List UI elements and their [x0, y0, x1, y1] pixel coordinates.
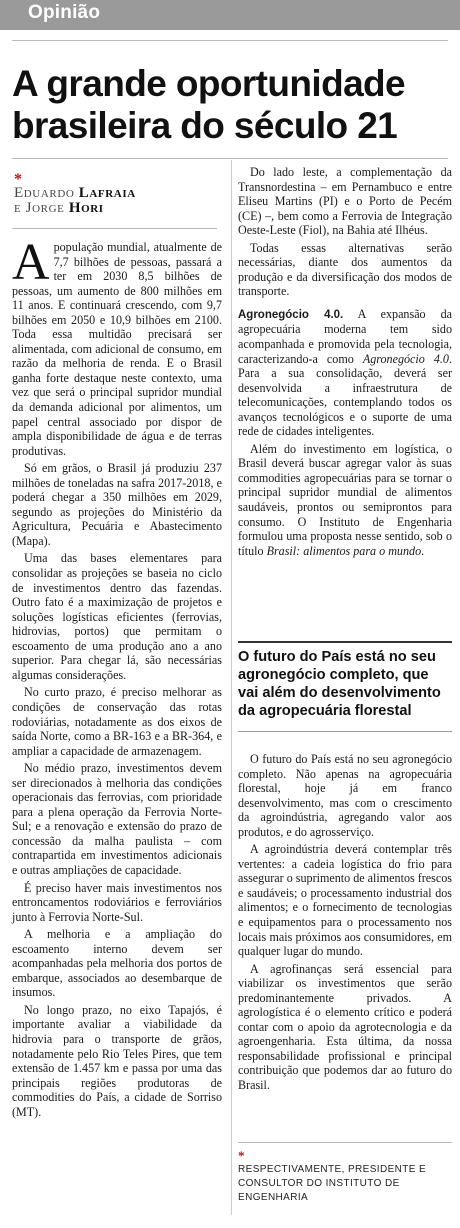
paragraph-text: população mundial, atualmente de 7,7 bilhões de pessoas, passará a ter em 2030 8,5 bilhões de pessoas, um aumento de 800 milhões em 11 anos. E continuará crescendo, com 9,7 bilhões em 2050 e 10,9 bilhões em 2100. Toda essa multidão precisará ser alimentada, com adicional de consumo, em razão da melhoria de renda. E o Brasil ganha forte destaque neste contexto, uma vez que será o principal supridor mundial da demanda adicional por alimentos, um papel central associado por dispor de ampla disponibilidade de água e de terras produtivas.: [12, 240, 222, 458]
italic-text: Agronegócio 4.0: [362, 351, 449, 366]
right-column-top: [238, 165, 452, 561]
paragraph-text: Além do investimento em logística, o Brasil deverá buscar agregar valor às suas commodities agropecuárias para se tornar o principal supridor mundial de alimentos saudáveis, prontos ou semiprontos para consumo. O Instituto de Engenharia formulou uma proposta nesse sentido, sob o título: [238, 441, 452, 558]
inline-subhead: Agronegócio 4.0.: [238, 308, 344, 321]
paragraph: É preciso haver mais investimentos nos entroncamentos rodoviários e ferroviários junto à Ferrovia Norte-Sul.: [12, 880, 222, 924]
paragraph: No médio prazo, investimentos devem ser direcionados à melhoria das condições operacionais das ferrovias, com prioridade para a plena operação da Ferrovia Norte-Sul; e a renovação e extensão do prazo de concessão da malha paulista – com contrapartida em investimentos adicionais e outras ampliações de capacidade.: [12, 761, 222, 877]
author-1-first: Eduardo: [14, 185, 75, 201]
italic-text: Brasil: alimentos para o mundo: [266, 543, 422, 558]
paragraph-text: .: [421, 543, 425, 558]
paragraph: Só em grãos, o Brasil já produziu 237 milhões de toneladas na safra 2017-2018, e poderá chegar a 350 milhões em 2029, segundo as projeções do Ministério da Agricultura, Pecuária e Abastecimento (Mapa).: [12, 461, 222, 548]
paragraph: A agrofinanças será essencial para viabilizar os investimentos que serão predominantemente privados. A agrologística é o elemento crítico e poderá contar com o apoio da agrotecnologia e da agroengenharia. Esta última, da nossa responsabilidade profissional e principal contribuição que podemos dar ao futuro do Brasil.: [238, 961, 452, 1093]
author-2-first: e Jorge: [14, 200, 65, 216]
author-2-last: Hori: [68, 200, 104, 216]
footnote-marker: *: [238, 1148, 245, 1163]
headline: A grande oportunidade brasileira do século 21: [12, 63, 406, 146]
left-column: [12, 234, 222, 1122]
paragraph: Do lado leste, a complementação da Transnordestina – em Pernambuco e entre Eliseu Martins (PI) e o Porto de Pecém (CE) –, bem como a Ferrovia de Integração Oeste-Leste (Fiol), na Bahia até Ilhéus.: [238, 165, 452, 238]
footnote: RESPECTIVAMENTE, PRESIDENTE E CONSULTOR DO INSTITUTO DE ENGENHARIA: [238, 1164, 427, 1203]
headline-rule: [12, 158, 448, 159]
paragraph: Todas essas alternativas serão necessárias, diante dos aumentos da produção e da diversificação dos modos de transporte.: [238, 240, 452, 299]
pullquote: O futuro do País está no seu agronegócio completo, que vai além do desenvolvimento da agropecuária florestal: [238, 649, 441, 719]
paragraph: [238, 442, 452, 558]
byline-rule: [12, 228, 217, 229]
pullquote-rule-top: [238, 641, 452, 643]
drop-cap: A: [12, 234, 50, 291]
right-column-bottom: [238, 752, 452, 1096]
byline-marker: *: [14, 171, 22, 188]
paragraph: No curto prazo, é preciso melhorar as condições de conservação das rotas rodoviárias, notadamente as dos eixos de saída Norte, como a BR-163 e a BR-364, e ampliar a capacidade de armazenagem.: [12, 685, 222, 758]
author-1-last: Lafraia: [78, 185, 136, 201]
paragraph-text: A expansão da agropecuária moderna tem sido acompanhada e promovida pela tecnologia, caracterizando-a como: [238, 306, 452, 366]
paragraph: No longo prazo, no eixo Tapajós, é importante avaliar a viabilidade da hidrovia para o transporte de grãos, notadamente pelo Rio Teles Pires, que tem extensão de 1.457 km e passa por uma das principais regiões produtoras de commodities do País, a cidade de Sorriso (MT).: [12, 1002, 222, 1119]
column-divider: [231, 160, 232, 1215]
paragraph: Uma das bases elementares para consolidar as projeções se baseia no ciclo de investimentos dentro das fazendas. Outro fato é a maximização de projetos e soluções logísticas eficientes (ferrovias, hidrovias, portos) que permitam o escoamento de uma produção ano a ano superior. Para chegar lá, são necessárias algumas considerações.: [12, 551, 222, 682]
paragraph: O futuro do País está no seu agronegócio completo. Não apenas na agropecuária florestal, hoje já em franco desenvolvimento, mas com o crescimento da agroindústria, agregando valor aos produtos, e do agrosserviço.: [238, 752, 452, 839]
paragraph: A melhoria e a ampliação do escoamento interno devem ser acompanhadas pela melhoria dos portos de embarque, associados ao desembarque de insumos.: [12, 927, 222, 1000]
byline: [14, 186, 136, 216]
paragraph: [12, 234, 222, 458]
paragraph: [238, 307, 452, 439]
top-rule: [12, 40, 448, 41]
pullquote-rule-bottom: [238, 731, 452, 732]
paragraph-text: . Para a sua consolidação, deverá ser desenvolvida a infraestrutura de telecomunicações, contemplando todos os avanços tecnológicos e o suporte de uma rede de cidades inteligentes.: [238, 351, 453, 439]
footnote-rule: [238, 1142, 452, 1143]
section-label: Opinião: [28, 2, 101, 23]
section-bar: [0, 0, 460, 30]
paragraph: A agroindústria deverá contemplar três vertentes: a cadeia logística do frio para assegurar o suprimento de alimentos frescos e saudáveis; o processamento industrial dos alimentos; e o fornecimento de tecnologias e equipamentos para o processamento nos locais mais próximos aos consumidores, em qualquer lugar do mundo.: [238, 842, 452, 959]
